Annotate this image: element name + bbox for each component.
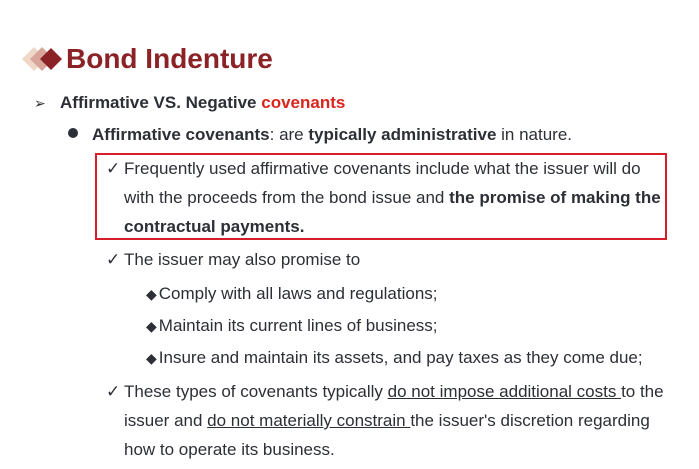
sub-item-text: Comply with all laws and regulations;	[158, 284, 438, 303]
check-mark-icon: ✓	[106, 250, 121, 269]
page-title: Bond Indenture	[66, 43, 273, 74]
heading-text: Affirmative VS. Negative	[60, 93, 262, 112]
sub-list-item	[146, 315, 438, 337]
check-text: These types of covenants typically	[124, 382, 388, 401]
diamond-bullet-icon: ◆	[146, 318, 157, 334]
diamond-bullet-icon: ◆	[146, 350, 157, 366]
section-heading	[34, 92, 345, 114]
bullet-bold-2: typically administrative	[308, 125, 497, 144]
sub-list-item	[146, 347, 643, 369]
check-mark-icon: ✓	[106, 159, 121, 178]
heading-accent: covenants	[261, 93, 346, 112]
underlined-text: do not impose additional costs	[387, 382, 622, 401]
check-item-3	[106, 377, 684, 464]
sub-list-item	[146, 283, 438, 305]
arrow-bullet-icon: ➢	[34, 95, 46, 111]
check-item-2	[106, 245, 664, 274]
check-mark-icon: ✓	[106, 382, 121, 401]
check-text: the issuer's discretion regarding how to operate its business.	[124, 411, 650, 459]
sub-item-text: Maintain its current lines of business;	[158, 316, 438, 335]
check-text: The issuer may also promise to	[124, 250, 361, 269]
bullet-item	[68, 124, 572, 146]
bullet-bold-1: Affirmative covenants	[92, 125, 270, 144]
sub-item-text: Insure and maintain its assets, and pay taxes as they come due;	[158, 348, 643, 367]
check-text: Frequently used affirmative covenants include what the issuer will do with the proceeds from the bond issue and	[124, 159, 641, 207]
underlined-text: do not materially constrain	[207, 411, 411, 430]
check-bold-text: the promise of making the contractual payments.	[124, 188, 661, 236]
diamond-bullet-icon: ◆	[146, 286, 157, 302]
bullet-text-2: in nature.	[496, 125, 573, 144]
check-item-1	[106, 154, 664, 241]
check-text: to the issuer and	[124, 382, 664, 430]
dot-bullet-icon	[68, 128, 78, 138]
layered-diamonds-icon	[8, 42, 62, 76]
bullet-text-1: : are	[269, 125, 309, 144]
